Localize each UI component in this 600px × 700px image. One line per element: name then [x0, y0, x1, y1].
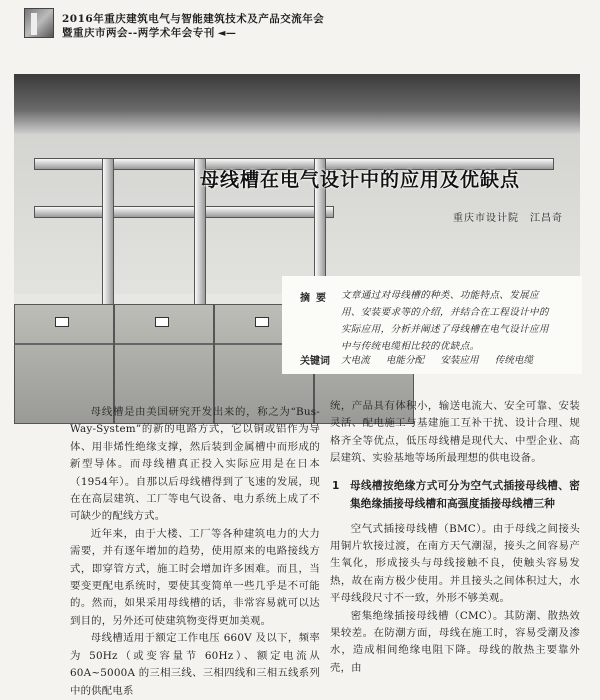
- journal-header-subtitle: [62, 25, 236, 40]
- section-number: 1: [332, 479, 340, 492]
- photo-ceiling: [14, 74, 580, 134]
- keyword: 传统电缆: [494, 355, 534, 366]
- keywords-label: 关键词: [300, 356, 330, 367]
- body-paragraph: 近年来，由于大楼、工厂等各种建筑电力的大力需要，并有逐年增加的趋势，使用原来的电路接线方式，即穿管方式，施工时会增加许多困难。而且，当要变更配电系统时，要使其变简单一些几乎是不可能的。然而，如果采用母线槽的话，非常容易就可以达到目的，另外还可使建筑物变得更加美观。: [70, 527, 320, 627]
- article-title: 母线槽在电气设计中的应用及优缺点: [200, 169, 521, 191]
- body-column-left: [70, 404, 320, 700]
- section-title: 母线槽按绝缘方式可分为空气式插接母线槽、密集绝缘插接母线槽和高强度插接母线槽三种: [350, 479, 580, 510]
- keyword: 电能分配: [385, 355, 425, 366]
- section-heading: [330, 477, 580, 513]
- article-author: 重庆市设计院 江昌奇: [453, 213, 563, 224]
- abstract-text: 文章通过对母线槽的种类、功能特点、发展应用、安装要求等的介绍，并结合在工程设计中的实际应用，分析并阐述了母线槽在电气设计应用中与传统电缆相比较的优缺点。: [341, 290, 549, 352]
- photo-busway-horizontal-lower: [34, 206, 334, 218]
- photo-busway-vertical-1: [102, 158, 114, 306]
- journal-header-title: 2016年重庆建筑电气与智能建筑技术及产品交流年会: [62, 13, 325, 25]
- body-paragraph: 统，产品具有体积小，输送电流大、安全可靠、安装灵活、配电施工与基建施工互补干扰、设计合理、规格齐全等优点，低压母线槽是现代大、中型企业、高层建筑、实验基地等场所最理想的供电设备。: [330, 400, 580, 465]
- keyword: 安装应用: [440, 355, 479, 366]
- body-paragraph: 母线槽适用于额定工作电压 660V 及以下，频率为 50Hz（或变容量节 60Hz）、额定电流从 60A~5000A 的三相三线、三相四线和三相五线系列中的供配电系: [70, 632, 320, 697]
- journal-logo: [24, 8, 54, 38]
- body-paragraph: 母线槽是由美国研究开发出来的，称之为“Bus-Way-System”的新的电路方式，它以铜或铝作为导体、用非烯性绝缘支撑，然后装到金属槽中而形成的新型导体。而母线槽真正投入实际应用是在日本（1954年）。自那以后母线槽得到了飞速的发展，现在在高层建筑、工厂等电气设备、电力系统上成了不可缺少的配线方式。: [70, 406, 320, 523]
- body-paragraph: 空气式插接母线槽（BMC）。由于母线之间接头用铜片软接过渡，在南方天气潮湿，接头之间容易产生氧化，形成接头与母线接触不良，使触头容易发热，故在南方极少使用。并且接头之间体积过大，水平母线段尺寸不一致，外形不够美观。: [330, 522, 580, 605]
- keywords-list: [341, 352, 546, 366]
- body-paragraph: 密集绝缘插接母线槽（CMC）。其防潮、散热效果较差。在防潮方面，母线在施工时，容易受潮及渗水，造成相间绝缘电阻下降。母线的散热主要靠外壳，由: [330, 609, 580, 674]
- keyword: 大电流: [341, 355, 370, 366]
- abstract-label: 摘要: [300, 293, 332, 304]
- journal-header-subtitle-text: 暨重庆市两会--两学术年会专刊: [62, 27, 215, 39]
- body-column-right: [330, 398, 580, 677]
- arrow-left-icon: ◄—: [217, 28, 237, 39]
